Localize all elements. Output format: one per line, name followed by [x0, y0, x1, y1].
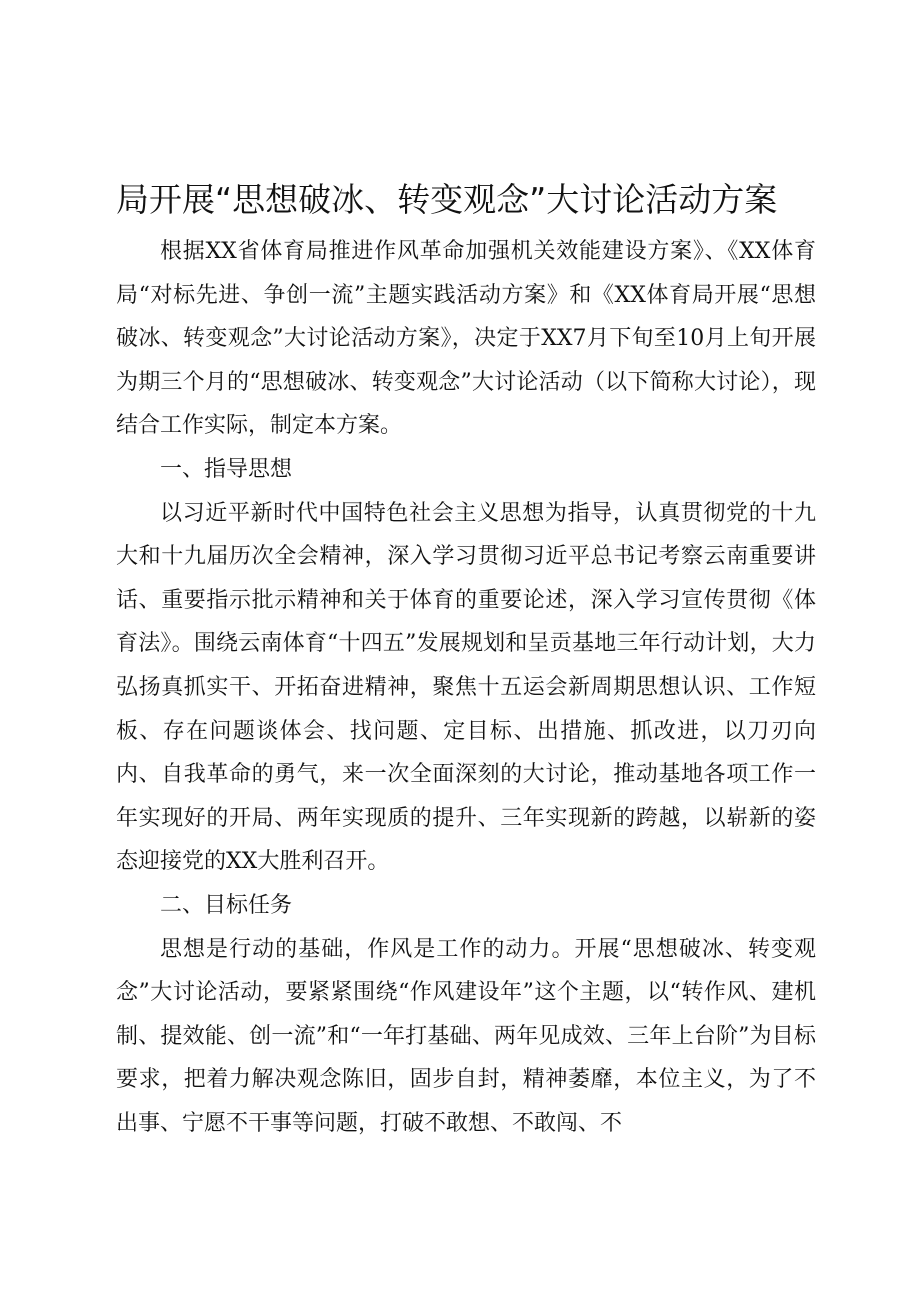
document-body — [116, 230, 816, 1145]
section-body-goals-tasks: 思想是行动的基础，作风是工作的动力。开展“思想破冰、转变观念”大讨论活动，要紧紧围绕“作风建设年”这个主题，以“转作风、建机制、提效能、创一流”和“一年打基础、两年见成效、三年上台阶”为目标要求，把着力解决观念陈旧，固步自封，精神萎靡，本位主义，为了不出事、宁愿不干事等问题，打破不敢想、不敢闯、不 — [116, 936, 816, 1136]
section-body-guiding-thought: 以习近平新时代中国特色社会主义思想为指导，认真贯彻党的十九大和十九届历次全会精神，深入学习贯彻习近平总书记考察云南重要讲话、重要指示批示精神和关于体育的重要论述，深入学习宣传贯彻《体育法》。围绕云南体育“十四五”发展规划和呈贡基地三年行动计划，大力弘扬真抓实干、开拓奋进精神，聚焦十五运会新周期思想认识、工作短板、存在问题谈体会、找问题、定目标、出措施、抓改进，以刀刃向内、自我革命的勇气，来一次全面深刻的大讨论，推动基地各项工作一年实现好的开局、两年实现质的提升、三年实现新的跨越，以崭新的姿态迎接党的XX大胜利召开。 — [116, 500, 816, 875]
section-heading-guiding-thought: 一、指导思想 — [160, 456, 293, 482]
intro-paragraph: 根据XX省体育局推进作风革命加强机关效能建设方案》、《XX体育局“对标先进、争创一流”主题实践活动方案》和《XX体育局开展“思想破冰、转变观念”大讨论活动方案》，决定于XX7月下旬至10月上旬开展为期三个月的“思想破冰、转变观念”大讨论活动（以下简称大讨论），现结合工作实际，制定本方案。 — [116, 239, 816, 439]
document-title: 局开展“思想破冰、转变观念”大讨论活动方案 — [116, 180, 778, 219]
section-heading-goals-tasks: 二、目标任务 — [160, 892, 293, 918]
